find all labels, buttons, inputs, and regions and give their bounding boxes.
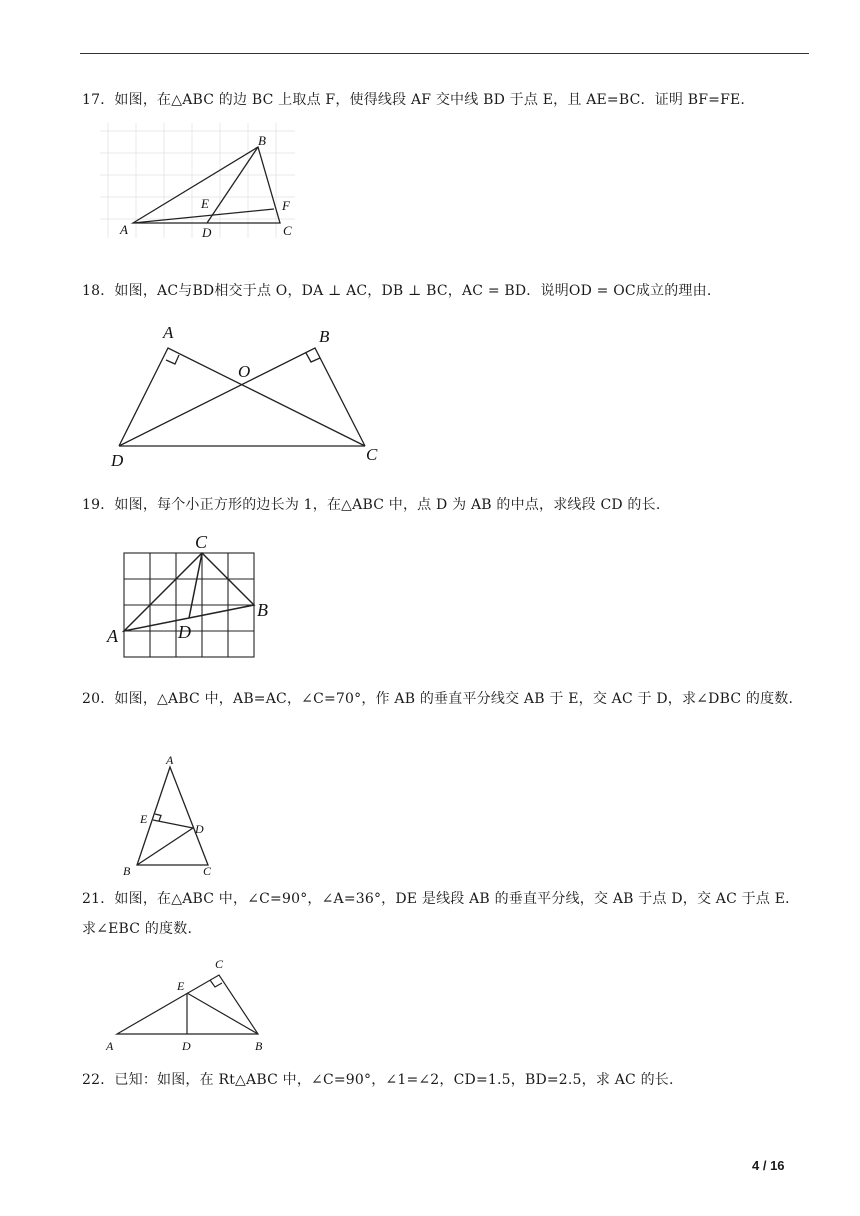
question-number: 19．	[82, 497, 115, 513]
question-text: 如图，△ABC 中，AB=AC，∠C=70°，作 AB 的垂直平分线交 AB 于 E，交 AC 于 D，求∠DBC 的度数.	[114, 691, 794, 707]
label-a: A	[166, 753, 174, 767]
question-text: 如图，AC与BD相交于点 O，DA ⊥ AC，DB ⊥ BC，AC = BD．说明OD = OC成立的理由.	[114, 283, 712, 299]
question-text: 如图，每个小正方形的边长为 1，在△ABC 中，点 D 为 AB 的中点，求线段 CD 的长.	[114, 497, 661, 513]
label-f: F	[282, 198, 290, 213]
question-number: 21．	[82, 891, 115, 907]
label-b: B	[123, 864, 131, 878]
label-c: C	[366, 445, 378, 464]
label-d: D	[182, 1039, 191, 1053]
question-18	[82, 276, 812, 306]
label-d: D	[111, 451, 124, 470]
figure-20	[110, 752, 230, 880]
label-e: E	[201, 196, 209, 211]
label-b: B	[255, 1039, 263, 1053]
label-c: C	[283, 223, 292, 238]
figure-18	[100, 318, 400, 470]
question-21	[82, 884, 812, 944]
label-o: O	[238, 362, 251, 381]
question-22	[82, 1065, 812, 1095]
label-a: A	[163, 323, 174, 342]
page-number: 4 / 16	[752, 1158, 785, 1173]
label-e: E	[177, 979, 185, 993]
question-number: 18．	[82, 283, 115, 299]
label-b: B	[257, 600, 268, 620]
question-text: 如图，在△ABC 中，∠C=90°，∠A=36°，DE 是线段 AB 的垂直平分线，交 AB 于点 D，交 AC 于点 E．求∠EBC 的度数.	[82, 891, 800, 937]
question-number: 22．	[82, 1072, 115, 1088]
label-b: B	[319, 327, 330, 346]
question-text: 如图，在△ABC 的边 BC 上取点 F，使得线段 AF 交中线 BD 于点 E，且 AE=BC．证明 BF=FE.	[114, 92, 746, 108]
question-19	[82, 490, 812, 520]
label-c: C	[203, 864, 212, 878]
label-c: C	[215, 957, 224, 971]
label-d: D	[195, 822, 204, 836]
label-b: B	[258, 133, 266, 148]
figure-21	[100, 952, 280, 1056]
label-e: E	[140, 812, 148, 826]
figure-19	[100, 528, 290, 662]
question-text: 已知：如图，在 Rt△ABC 中，∠C=90°，∠1=∠2，CD=1.5，BD=2.5，求 AC 的长.	[114, 1072, 674, 1088]
header-rule	[80, 53, 809, 54]
question-17	[82, 85, 812, 115]
question-number: 17．	[82, 92, 115, 108]
figure-17	[100, 123, 300, 245]
question-number: 20．	[82, 691, 115, 707]
label-a: A	[120, 222, 128, 237]
label-a: A	[106, 1039, 114, 1053]
label-a: A	[107, 626, 118, 646]
label-d: D	[178, 622, 191, 642]
label-c: C	[195, 532, 208, 552]
question-20	[82, 684, 812, 714]
label-d: D	[202, 225, 212, 240]
